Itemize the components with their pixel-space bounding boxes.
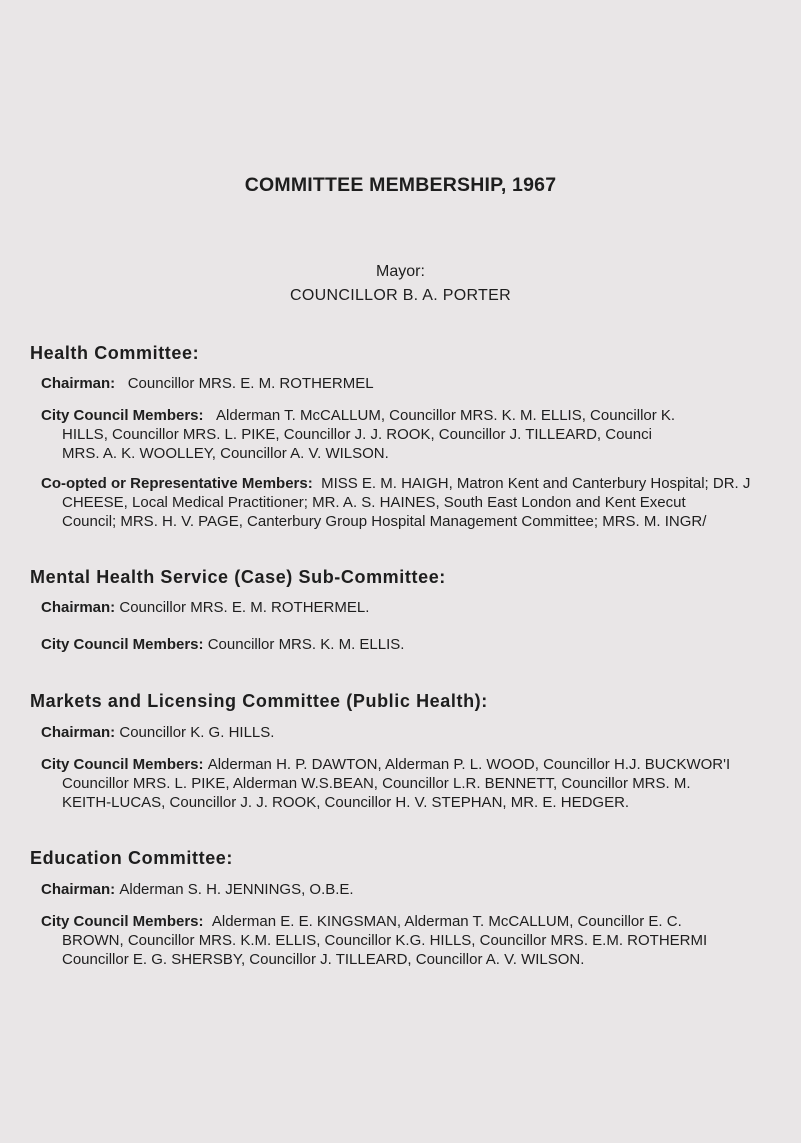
document-title: COMMITTEE MEMBERSHIP, 1967 — [244, 174, 557, 196]
markets-licensing-chairman — [41, 723, 274, 742]
markets-licensing-city-members — [41, 755, 730, 812]
city-members-line: Councillor E. G. SHERSBY, Councillor J. TILLEARD, Councillor A. V. WILSON. — [62, 951, 585, 968]
city-members-line: Alderman E. E. KINGSMAN, Alderman T. McCALLUM, Councillor E. C. — [211, 913, 682, 930]
city-members-line: HILLS, Councillor MRS. L. PIKE, Councillor J. J. ROOK, Councillor J. TILLEARD, Counci — [62, 426, 652, 443]
city-members-label: City Council Members: — [41, 913, 204, 930]
mayor-name: COUNCILLOR B. A. PORTER — [290, 287, 511, 304]
chairman-label: Chairman: — [41, 724, 116, 741]
city-members-line: Councillor MRS. L. PIKE, Alderman W.S.BEAN, Councillor L.R. BENNETT, Councillor MRS. M. — [62, 775, 691, 792]
mayor-label: Mayor: — [376, 263, 425, 280]
health-committee-chairman — [41, 374, 374, 393]
city-members-label: City Council Members: — [41, 636, 204, 653]
health-committee-city-members — [41, 406, 675, 463]
chairman-label: Chairman: — [41, 881, 116, 898]
city-members-line: Alderman H. P. DAWTON, Alderman P. L. WOOD, Councillor H.J. BUCKWOR'I — [207, 756, 731, 773]
chairman-value: Alderman S. H. JENNINGS, O.B.E. — [119, 881, 354, 898]
markets-licensing-committee-heading: Markets and Licensing Committee (Public Health): — [30, 691, 488, 711]
education-city-members — [41, 912, 707, 969]
mental-health-subcommittee-heading: Mental Health Service (Case) Sub-Committee: — [30, 567, 446, 587]
education-chairman — [41, 880, 354, 899]
chairman-value: Councillor MRS. E. M. ROTHERMEL — [127, 375, 374, 392]
health-committee-coopted-members — [41, 474, 750, 531]
city-members-line: Alderman T. McCALLUM, Councillor MRS. K. M. ELLIS, Councillor K. — [216, 407, 676, 424]
city-members-line: KEITH-LUCAS, Councillor J. J. ROOK, Councillor H. V. STEPHAN, MR. E. HEDGER. — [62, 794, 630, 811]
education-committee-heading: Education Committee: — [30, 848, 234, 868]
chairman-label: Chairman: — [41, 599, 116, 616]
chairman-value: Councillor MRS. E. M. ROTHERMEL. — [119, 599, 370, 616]
coopted-members-line: Council; MRS. H. V. PAGE, Canterbury Group Hospital Management Committee; MRS. M. INGR/ — [62, 513, 707, 530]
mental-health-chairman — [41, 598, 369, 617]
city-members-label: City Council Members: — [41, 756, 204, 773]
mental-health-city-members — [41, 635, 404, 654]
chairman-value: Councillor K. G. HILLS. — [119, 724, 275, 741]
coopted-members-line: MISS E. M. HAIGH, Matron Kent and Canterbury Hospital; DR. J — [321, 475, 751, 492]
coopted-members-line: CHEESE, Local Medical Practitioner; MR. A. S. HAINES, South East London and Kent Execut — [62, 494, 686, 511]
city-members-line: BROWN, Councillor MRS. K.M. ELLIS, Councillor K.G. HILLS, Councillor MRS. E.M. ROTHERMI — [62, 932, 708, 949]
coopted-members-label: Co-opted or Representative Members: — [41, 475, 313, 492]
city-members-label: City Council Members: — [41, 407, 204, 424]
chairman-label: Chairman: — [41, 375, 116, 392]
city-members-line: Councillor MRS. K. M. ELLIS. — [207, 636, 405, 653]
city-members-line: MRS. A. K. WOOLLEY, Councillor A. V. WILSON. — [62, 445, 389, 462]
health-committee-heading: Health Committee: — [30, 343, 200, 363]
